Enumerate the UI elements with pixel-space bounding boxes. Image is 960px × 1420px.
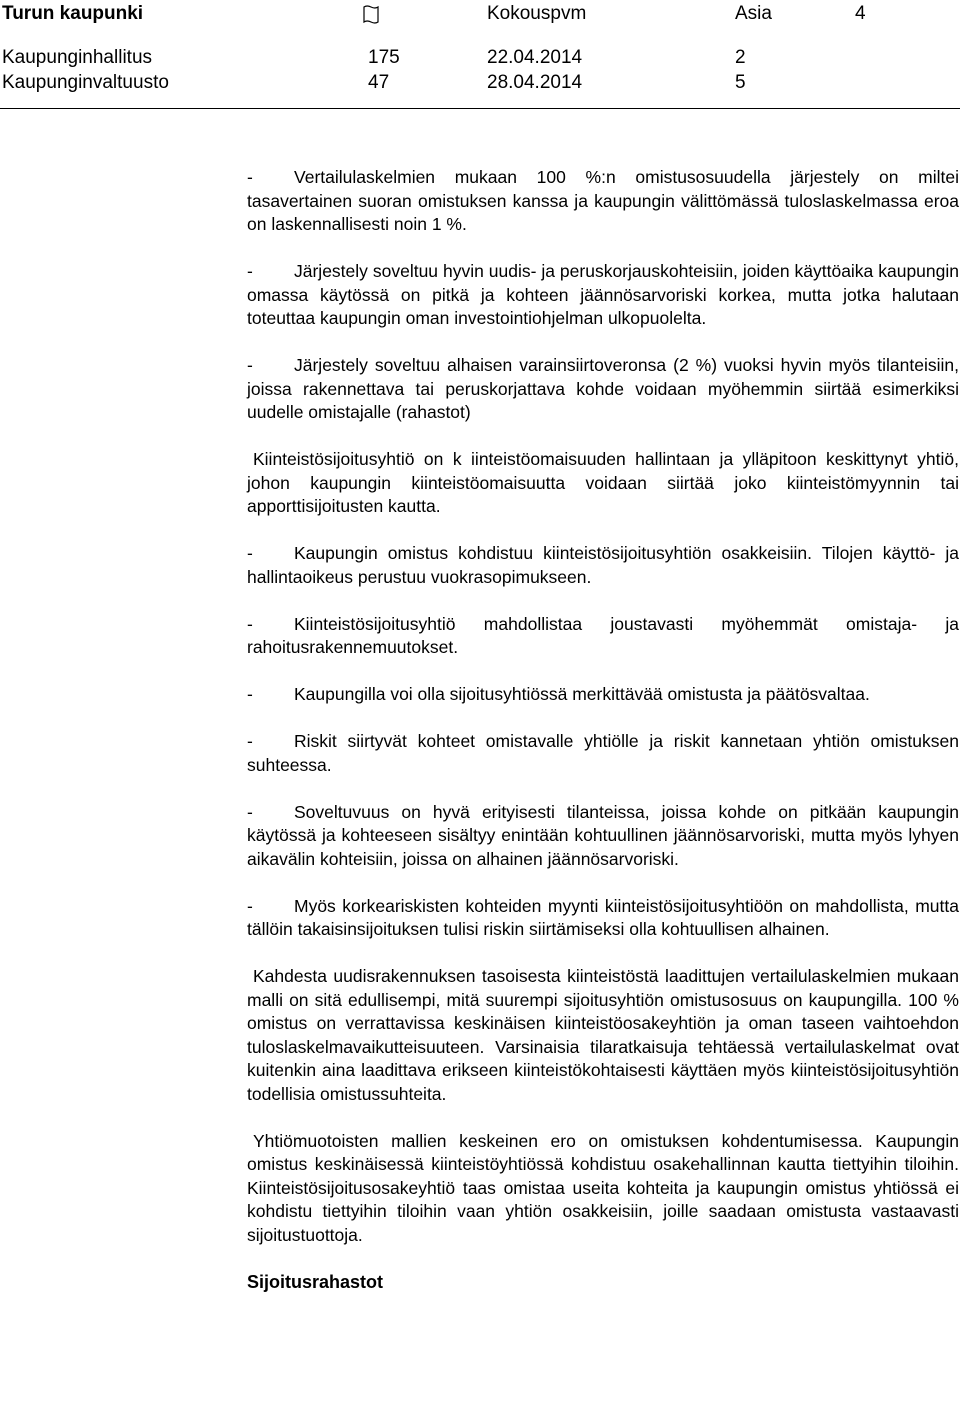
paragraph-text: Vertailulaskelmien mukaan 100 %:n omistusosuudella järjestely on miltei tasavertainen suoran omistuksen kanssa ja kaupungin välittömässä tuloslaskelmassa eroa on laskennallisesti noin 1 %. — [247, 167, 959, 234]
organization-name: Turun kaupunki — [2, 3, 144, 24]
document-icon — [363, 4, 379, 24]
meeting-date-column-label: Kokouspvm — [487, 3, 587, 24]
bullet-paragraph — [247, 730, 959, 777]
paragraph-text: Soveltuvuus on hyvä erityisesti tilanteissa, joissa kohde on pitkään kaupungin käytössä ja kohteeseen sisältyy enintään kohtuullinen jäännösarvoriski, mutta myös lyhyen aikavälin kohteisiin, joissa on alhainen jäännösarvoriski. — [247, 801, 959, 869]
meeting-date-1: 22.04.2014 — [487, 47, 583, 68]
paragraph-text: Kiinteistösijoitusyhtiö mahdollistaa joustavasti myöhemmät omistaja- ja rahoitusrakennemuutokset. — [247, 613, 959, 657]
bullet-paragraph — [247, 801, 959, 872]
bullet-paragraph — [247, 895, 959, 942]
paragraph-text: Riskit siirtyvät kohteet omistavalle yhtiölle ja riskit kannetaan yhtiön omistuksen suhteessa. — [247, 731, 959, 775]
meeting-date-2: 28.04.2014 — [487, 72, 583, 93]
bullet-paragraph — [247, 613, 959, 660]
bullet-dash: - — [247, 543, 253, 563]
bullet-dash: - — [247, 895, 253, 916]
bullet-dash: - — [247, 801, 253, 822]
bullet-paragraph — [247, 166, 959, 237]
item-number-1: 2 — [735, 47, 746, 68]
body-name-2: Kaupunginvaltuusto — [2, 72, 169, 93]
bullet-paragraph — [247, 683, 959, 707]
paragraph-text: Myös korkeariskisten kohteiden myynti kiinteistösijoitusyhtiöön on mahdollista, mutta tällöin takaisinsijoituksen tulisi riskin siirtämiseksi olla kohtuullisen alhainen. — [247, 895, 959, 939]
body-paragraph — [247, 1130, 959, 1248]
paragraph-text: Kaupungilla voi olla sijoitusyhtiössä merkittävää omistusta ja päätösvaltaa. — [294, 684, 870, 704]
header-divider — [0, 108, 960, 109]
document-body — [247, 166, 959, 1294]
bullet-dash: - — [247, 167, 253, 187]
document-header — [0, 0, 960, 112]
bullet-dash: - — [247, 261, 253, 281]
bullet-paragraph — [247, 354, 959, 425]
bullet-dash: - — [247, 613, 253, 634]
section-heading: Sijoitusrahastot — [247, 1271, 384, 1292]
page-number: 4 — [855, 3, 866, 24]
item-column-label: Asia — [735, 3, 772, 24]
meeting-number-2: 47 — [368, 72, 390, 93]
item-number-2: 5 — [735, 72, 746, 93]
bullet-dash: - — [247, 731, 253, 751]
body-paragraph — [247, 448, 959, 519]
bullet-paragraph — [247, 260, 959, 331]
bullet-dash: - — [247, 355, 253, 375]
paragraph-text: Kaupungin omistus kohdistuu kiinteistösijoitusyhtiön osakkeisiin. Tilojen käyttö- ja hallintaoikeus perustuu vuokrasopimukseen. — [247, 543, 959, 587]
body-paragraph — [247, 965, 959, 1106]
meeting-number-1: 175 — [368, 47, 400, 68]
body-name-1: Kaupunginhallitus — [2, 47, 153, 68]
paragraph-text: Kahdesta uudisrakennuksen tasoisesta kiinteistöstä laadittujen vertailulaskelmien mukaan malli on sitä edullisempi, mitä suurempi sijoitusyhtiön omistusosuus on kaupungilla. 100 % omistus on verrattavissa keskinäisen kiinteistöosakeyhtiön ja oman taseen vaihtoehdon tuloslaskelmavaikutteisuuteen. Varsinaisia tilaratkaisuja tehtäessä vertailulaskelmat ovat kuitenkin aina laadittava erikseen kiinteistökohtaisesti käyttäen myös kiinteistösijoitusyhtiön todellisia omistussuhteita. — [247, 966, 959, 1104]
bullet-dash: - — [247, 684, 253, 704]
paragraph-text: Kiinteistösijoitusyhtiö on k iinteistöomaisuuden hallintaan ja ylläpitoon keskittynyt yhtiö, johon kaupungin kiinteistöomaisuutta voidaan siirtää joko kiinteistömyynnin tai apporttisijoitusten kautta. — [247, 449, 959, 516]
bullet-paragraph — [247, 542, 959, 589]
paragraph-text: Järjestely soveltuu alhaisen varainsiirtoveronsa (2 %) vuoksi hyvin myös tilanteisiin, joissa rakennettava tai peruskorjattava kohde voidaan myöhemmin siirtää esimerkiksi uudelle omistajalle (rahastot) — [247, 355, 959, 422]
paragraph-text: Yhtiömuotoisten mallien keskeinen ero on omistuksen kohdentumisessa. Kaupungin omistus keskinäisessä kiinteistöyhtiössä kohdistuu osakehallinnan kautta tiettyihin tiloihin. Kiinteistösijoitusosakeyhtiö taas omistaa useita kohteita ja kaupungin omistus yhtiössä ei kohdistu tiettyihin tiloihin vaan yhtiön osakkeisiin, joille saadaan omistusta vastaavasti sijoitustuottoja. — [247, 1130, 959, 1245]
paragraph-text: Järjestely soveltuu hyvin uudis- ja peruskorjauskohteisiin, joiden käyttöaika kaupungin omassa käytössä on pitkä ja kohteen jäännösarvoriski korkea, mutta jotka halutaan toteuttaa kaupungin oman investointiohjelman ulkopuolelta. — [247, 261, 959, 328]
